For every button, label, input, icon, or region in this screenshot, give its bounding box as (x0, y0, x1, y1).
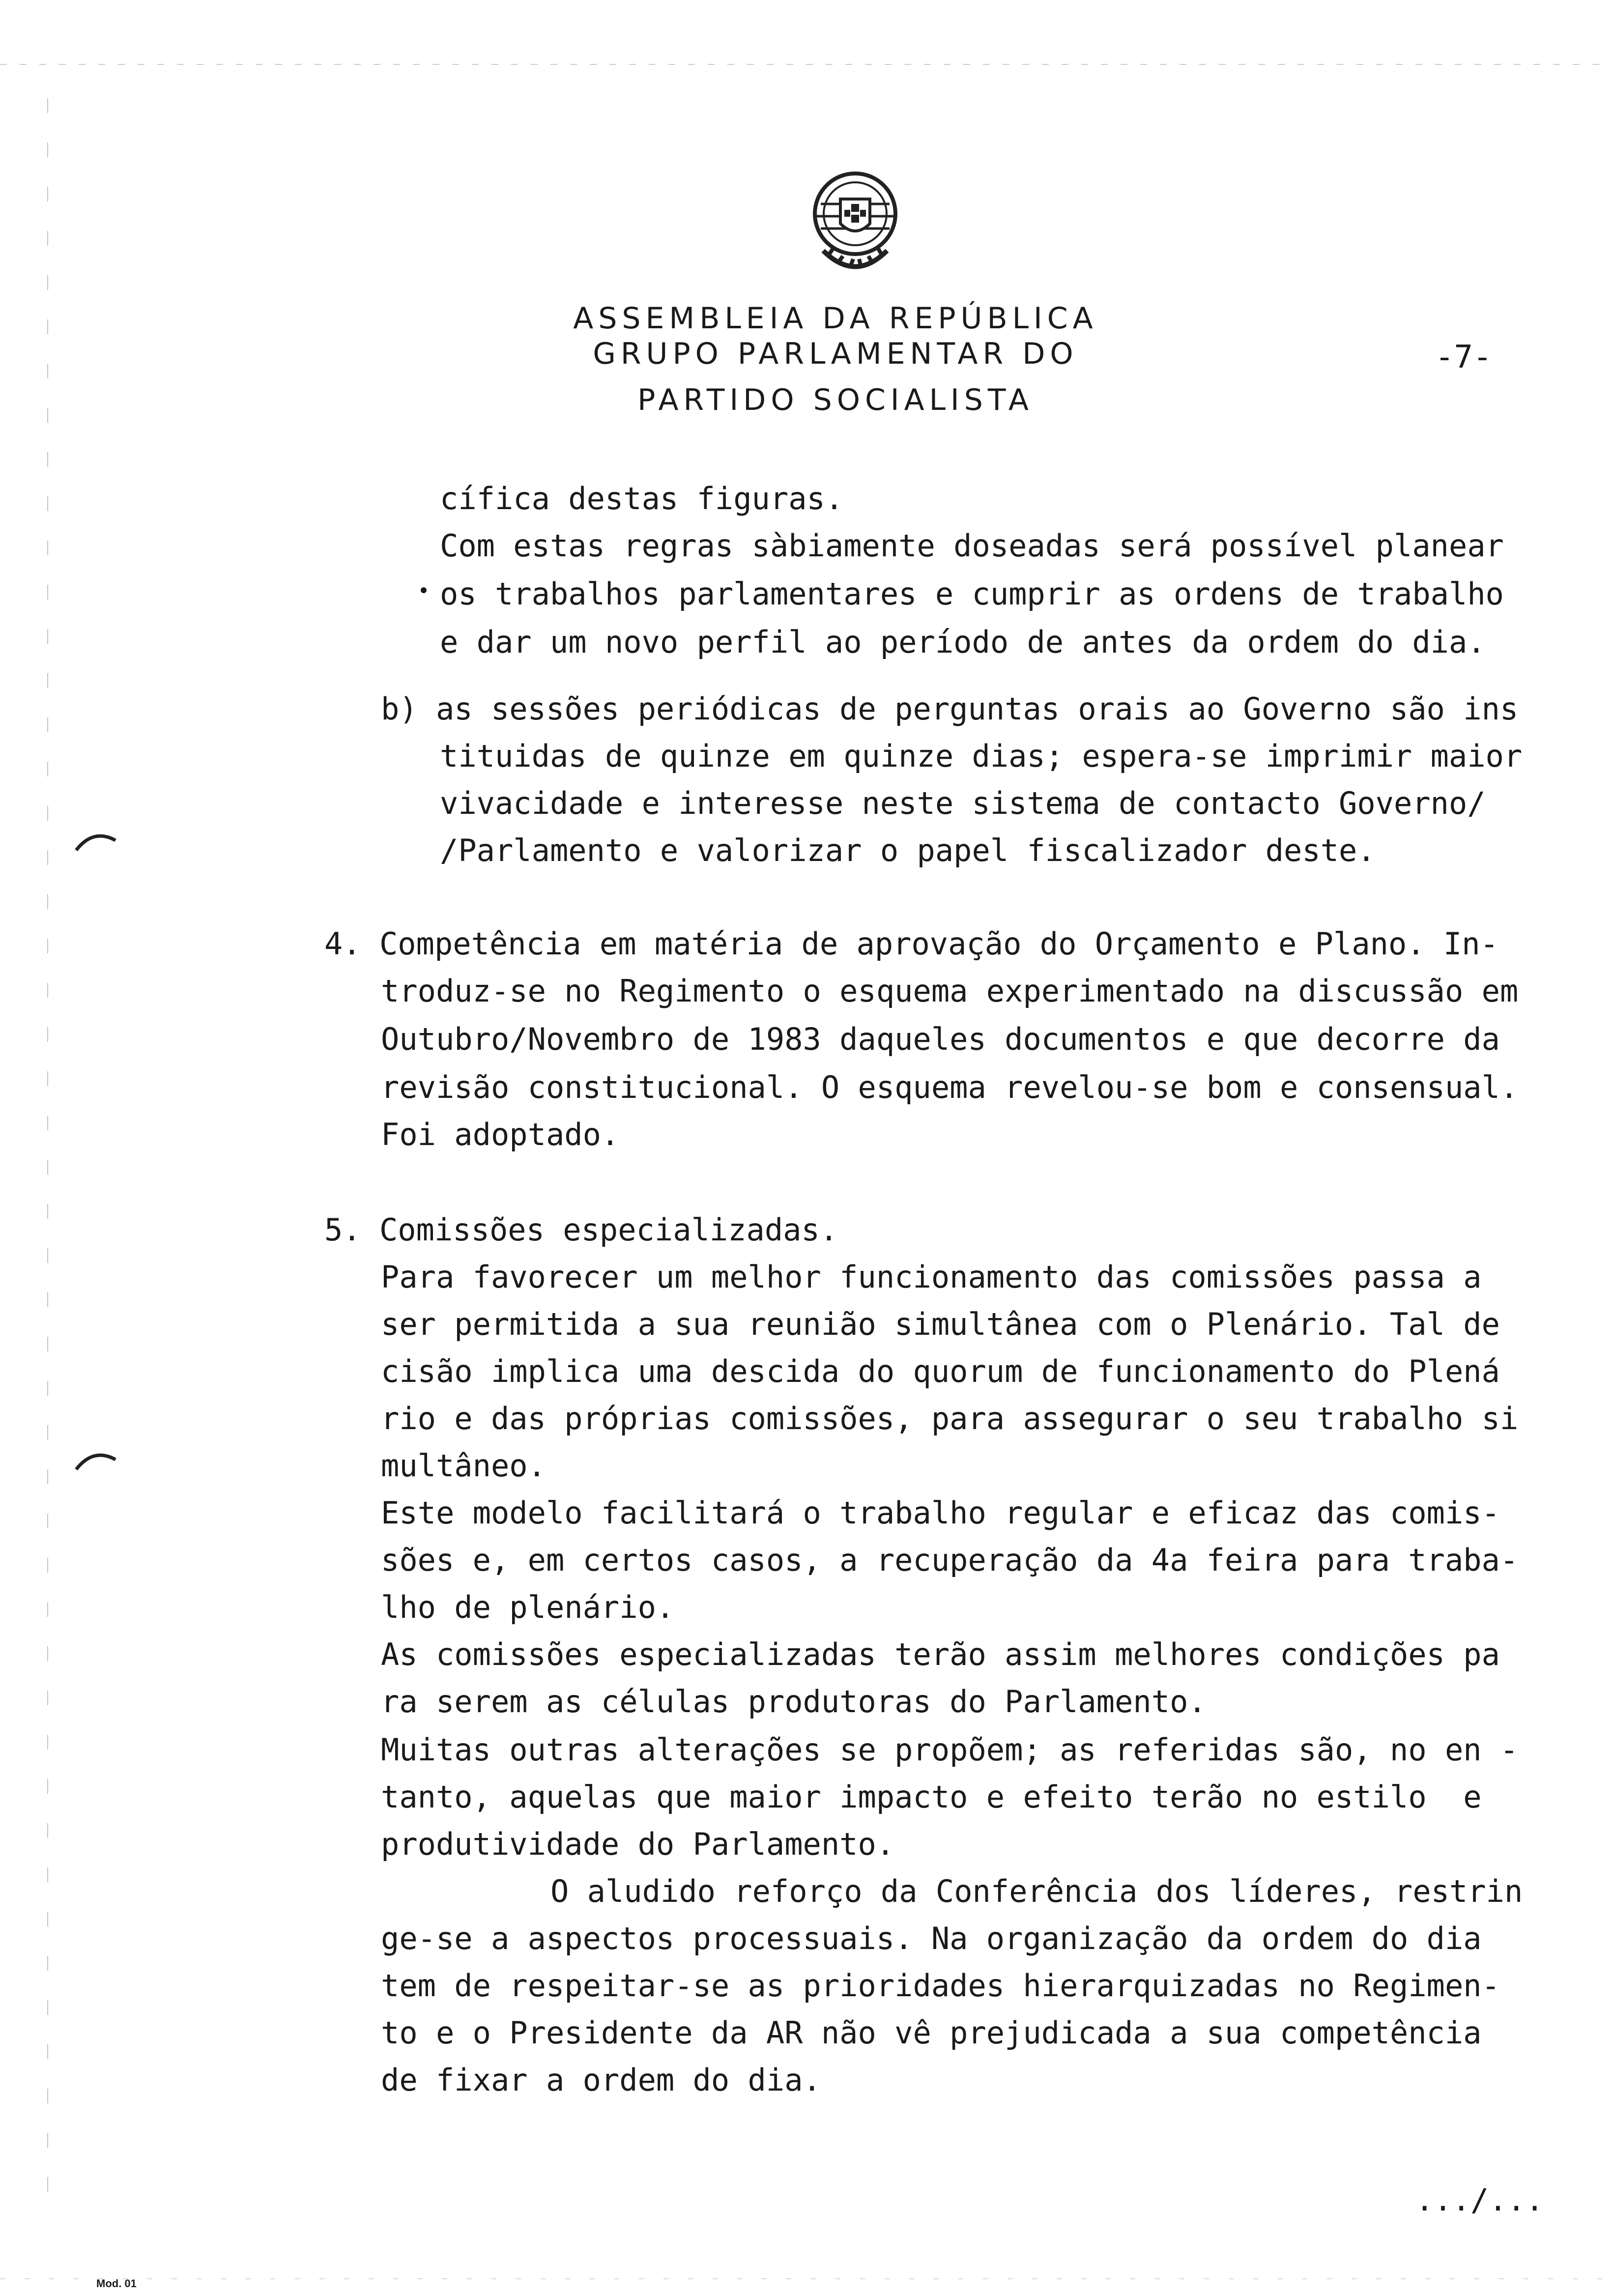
header-group: GRUPO PARLAMENTAR DO (593, 337, 1078, 371)
text-line: cisão implica uma descida do quorum de funcionamento do Plená (381, 1353, 1500, 1389)
text-line: O aludido reforço da Conferência dos líderes, restrin (550, 1873, 1523, 1909)
text-line: /Parlamento e valorizar o papel fiscalizador deste. (440, 832, 1376, 868)
scan-edge-top (0, 64, 1612, 65)
text-line: Muitas outras alterações se propõem; as referidas são, no en - (381, 1732, 1519, 1768)
text-line: lho de plenário. (381, 1589, 675, 1625)
bullet-dot (421, 587, 427, 593)
text-line: Com estas regras sàbiamente doseadas será possível planear (440, 528, 1504, 564)
text-line: cífica destas figuras. (440, 481, 844, 517)
text-line: multâneo. (381, 1448, 546, 1484)
text-line: troduz-se no Regimento o esquema experimentado na discussão em (381, 973, 1519, 1009)
header-party: PARTIDO SOCIALISTA (637, 383, 1034, 417)
scan-edge-left (47, 98, 48, 2211)
text-line: Foi adoptado. (381, 1117, 620, 1152)
text-line: tanto, aquelas que maior impacto e efeito terão no estilo e (381, 1779, 1482, 1815)
text-line: ra serem as células produtoras do Parlamento. (381, 1684, 1207, 1720)
text-line: ser permitida a sua reunião simultânea com o Plenário. Tal de (381, 1306, 1500, 1342)
text-line: sões e, em certos casos, a recuperação da 4a feira para traba- (381, 1542, 1519, 1578)
text-line: to e o Presidente da AR não vê prejudicada a sua competência (381, 2015, 1482, 2051)
text-line: tem de respeitar-se as prioridades hierarquizadas no Regimen- (381, 1968, 1500, 2004)
text-line: produtividade do Parlamento. (381, 1826, 895, 1862)
text-line: revisão constitucional. O esquema revelou-se bom e consensual. (381, 1069, 1519, 1105)
text-line: os trabalhos parlamentares e cumprir as ordens de trabalho (440, 576, 1504, 612)
text-line: As comissões especializadas terão assim melhores condições pa (381, 1636, 1500, 1672)
text-line: e dar um novo perfil ao período de antes da ordem do dia. (440, 624, 1486, 660)
margin-arc-mark (74, 1445, 118, 1474)
text-line: 4. Competência em matéria de aprovação do Orçamento e Plano. In- (324, 926, 1498, 962)
header-institution: ASSEMBLEIA DA REPÚBLICA (573, 301, 1098, 336)
page-number: -7- (1435, 339, 1492, 375)
text-line: tituidas de quinze em quinze dias; espera-se imprimir maior (440, 738, 1523, 774)
text-line: Outubro/Novembro de 1983 daqueles documentos e que decorre da (381, 1021, 1500, 1057)
form-code: Mod. 01 (96, 2277, 137, 2290)
continuation-marker: .../... (1415, 2182, 1544, 2218)
text-line: rio e das próprias comissões, para assegurar o seu trabalho si (381, 1401, 1519, 1436)
coat-of-arms-icon (806, 170, 904, 287)
text-line: de fixar a ordem do dia. (381, 2062, 821, 2098)
text-line: b) as sessões periódicas de perguntas orais ao Governo são ins (381, 691, 1519, 727)
text-line: 5. Comissões especializadas. (324, 1212, 838, 1248)
text-line: Este modelo facilitará o trabalho regular e eficaz das comis- (381, 1495, 1500, 1531)
scan-edge-bottom (0, 2278, 1612, 2279)
text-line: ge-se a aspectos processuais. Na organização da ordem do dia (381, 1921, 1482, 1956)
text-line: vivacidade e interesse neste sistema de contacto Governo/ (440, 785, 1486, 821)
text-line: Para favorecer um melhor funcionamento das comissões passa a (381, 1259, 1482, 1295)
margin-arc-mark (74, 826, 118, 855)
